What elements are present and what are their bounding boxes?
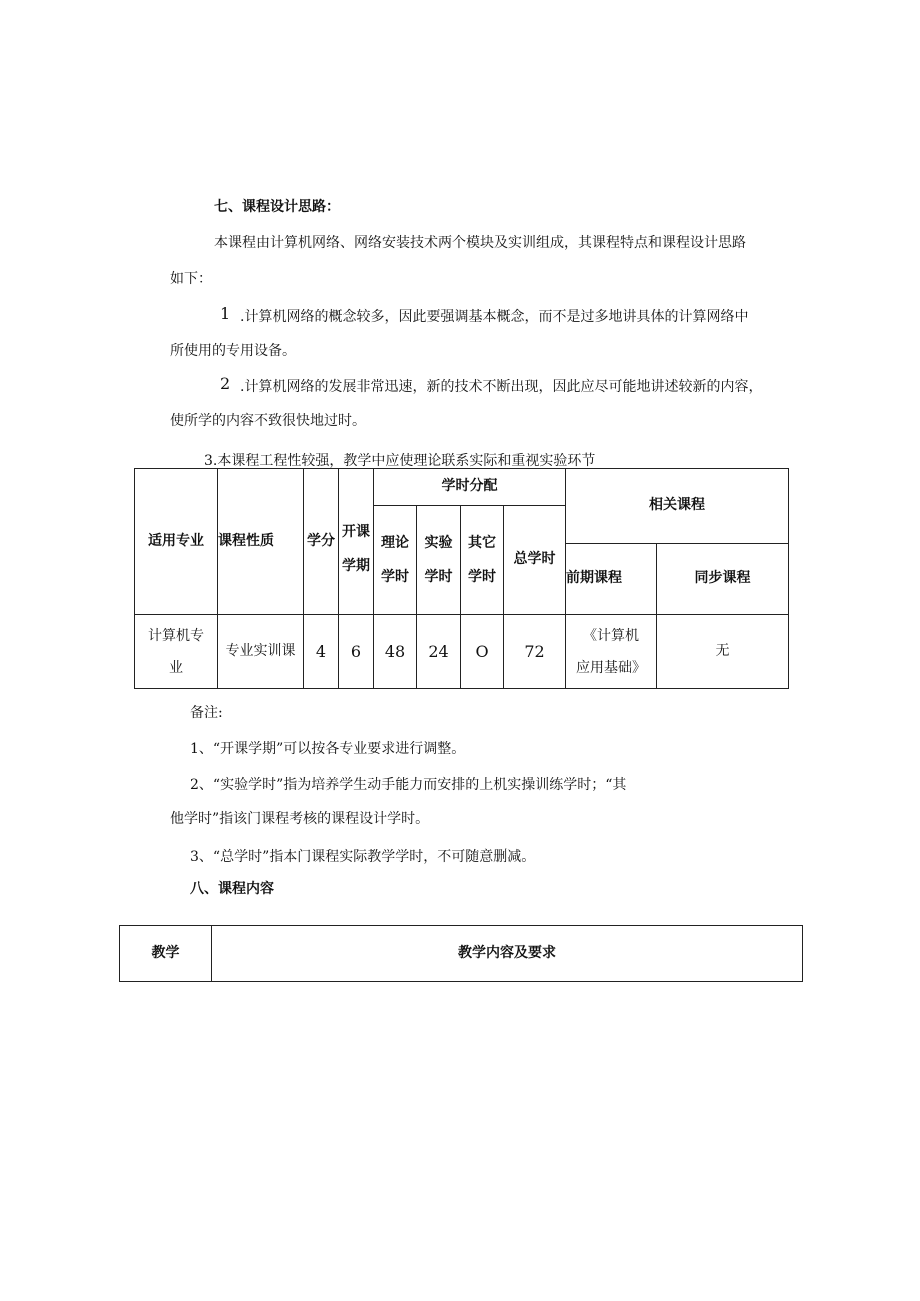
course-info-table	[134, 468, 789, 689]
intro-line1: 本课程由计算机网络、网络安装技术两个模块及实训组成，其课程特点和课程设计思路	[214, 235, 746, 251]
item1-line2: 所使用的专用设备。	[170, 343, 296, 359]
cell-concurrent: 无	[657, 615, 789, 689]
cell-other: O	[461, 615, 504, 689]
cell-prior-line1: 《计算机	[583, 627, 639, 644]
notes-title: 备注:	[190, 705, 223, 721]
header-major: 适用专业	[135, 469, 218, 615]
cell-total: 72	[504, 615, 566, 689]
item1-line1: .计算机网络的概念较多，因此要强调基本概念，而不是过多地讲具体的计算网络中	[240, 309, 749, 325]
header-lab-bottom: 学时	[424, 569, 453, 585]
note-2-line2: 他学时”指该门课程考核的课程设计学时。	[170, 811, 430, 827]
header-other-top: 其它	[468, 535, 496, 551]
header-credits: 学分	[304, 469, 339, 615]
header-hours-group: 学时分配	[374, 469, 566, 506]
cell-prior	[566, 615, 657, 689]
note-3: 3、“总学时”指本门课程实际教学学时，不可随意删减。	[190, 849, 536, 865]
header-other-bottom: 学时	[468, 569, 496, 585]
note-1: 1、“开课学期”可以按各专业要求进行调整。	[190, 741, 466, 757]
header-semester-top: 开课	[342, 523, 370, 540]
course-content-table	[119, 925, 803, 982]
content-header-teaching: 教学	[120, 926, 212, 982]
header-total: 总学时	[504, 506, 566, 615]
item2-line2: 使所学的内容不致很快地过时。	[170, 413, 366, 429]
cell-lab: 24	[417, 615, 461, 689]
content-header-requirements: 教学内容及要求	[212, 926, 803, 982]
cell-theory: 48	[374, 615, 417, 689]
header-semester	[339, 469, 374, 615]
item3-line: 3.本课程工程性较强，教学中应使理论联系实际和重视实验环节	[204, 453, 596, 469]
header-prior: 前期课程	[566, 544, 657, 615]
cell-major-line2: 业	[169, 659, 183, 676]
item1-number: 1	[220, 304, 231, 323]
cell-nature: 专业实训课	[218, 615, 304, 689]
header-theory	[374, 506, 417, 615]
header-other	[461, 506, 504, 615]
header-lab-top: 实验	[424, 535, 453, 551]
cell-major	[135, 615, 218, 689]
cell-major-line1: 计算机专	[148, 627, 204, 644]
header-theory-bottom: 学时	[381, 569, 409, 585]
cell-semester: 6	[339, 615, 374, 689]
intro-line2: 如下：	[170, 271, 212, 287]
header-lab	[417, 506, 461, 615]
section8-heading: 八、课程内容	[190, 881, 274, 897]
item2-line1: .计算机网络的发展非常迅速，新的技术不断出现，因此应尽可能地讲述较新的内容，	[240, 379, 763, 395]
cell-prior-line2: 应用基础》	[576, 659, 646, 676]
header-concurrent: 同步课程	[657, 544, 789, 615]
header-nature: 课程性质	[218, 469, 304, 615]
note-2-line1: 2、“实验学时”指为培养学生动手能力而安排的上机实操训练学时；“其	[190, 777, 627, 793]
cell-credits: 4	[304, 615, 339, 689]
item2-number: 2	[220, 374, 231, 393]
header-semester-bottom: 学期	[342, 557, 370, 574]
header-related-group: 相关课程	[566, 469, 789, 544]
section7-heading: 七、课程设计思路：	[214, 199, 340, 215]
header-theory-top: 理论	[381, 535, 409, 551]
